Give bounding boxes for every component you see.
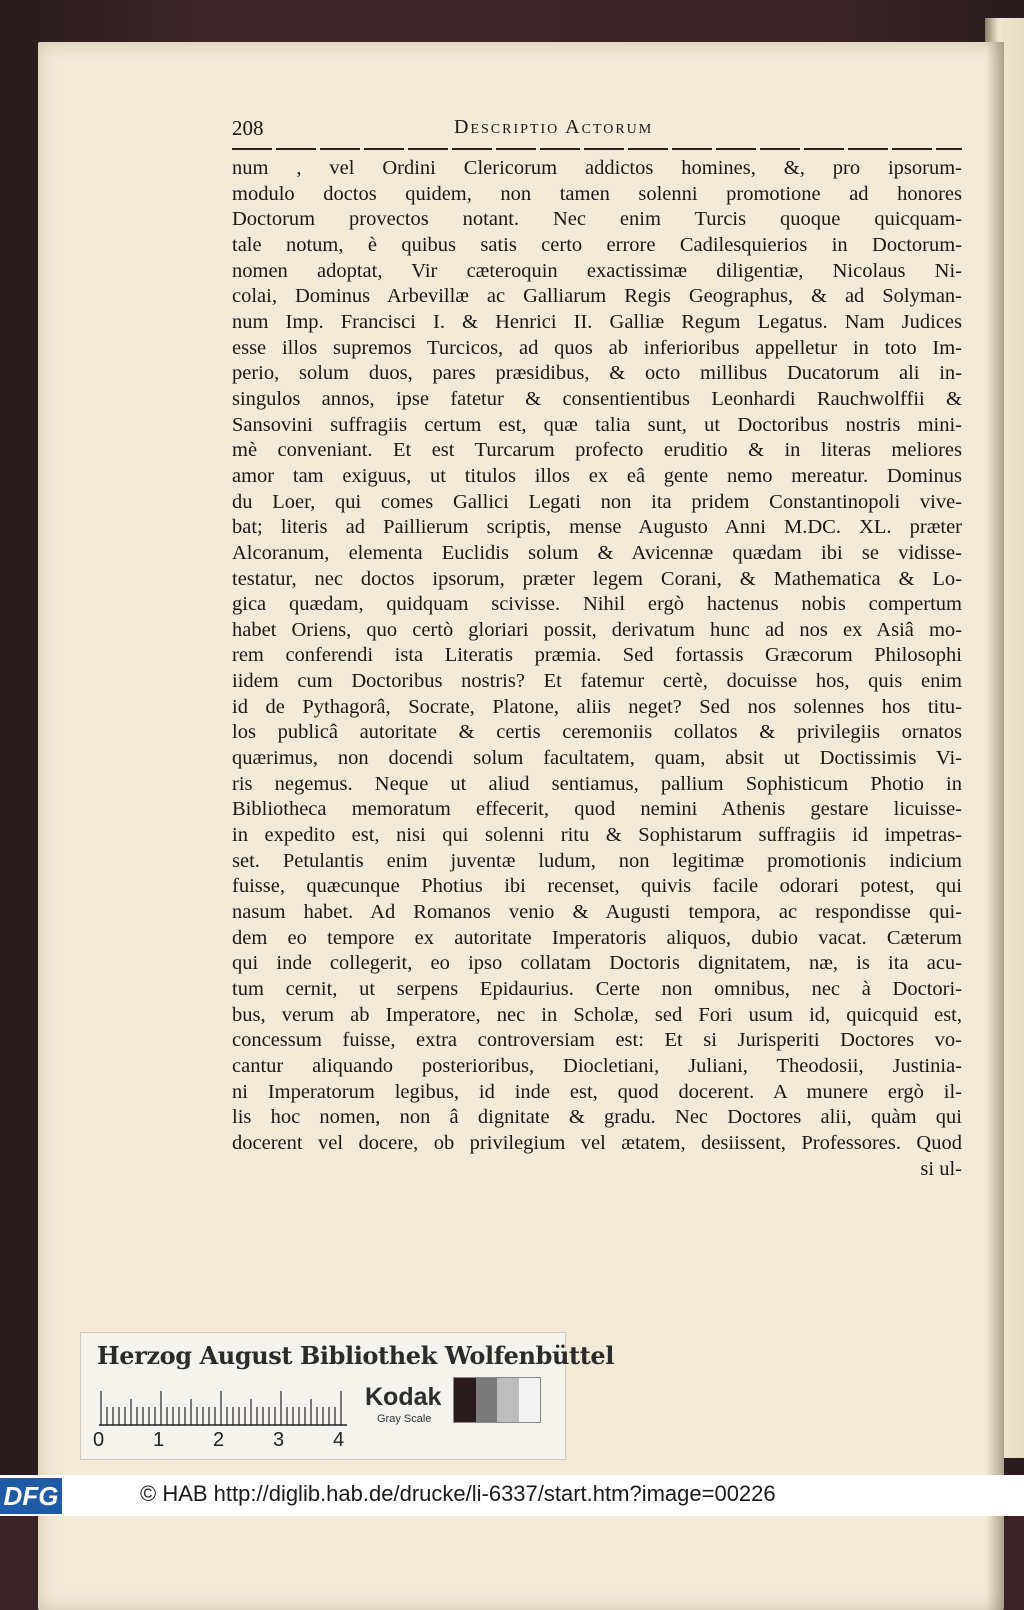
text-line: du Loer, qui comes Gallici Legati non ita pridem Constantinopoli vive- — [232, 490, 962, 513]
kodak-logo: Kodak — [365, 1383, 442, 1411]
text-line: iidem cum Doctoribus nostris? Et fatemur certè, docuisse hos, quis enim — [232, 670, 962, 693]
ruler-number: 1 — [153, 1429, 165, 1451]
text-line: qui inde collegerit, eo ipso collatam Doctoris dignitatem, næ, is ita acu- — [232, 952, 962, 975]
text-line: nomen adoptat, Vir cæteroquin exactissimæ diligentiæ, Nicolaus Ni- — [232, 259, 962, 282]
ruler-number: 4 — [333, 1429, 345, 1451]
text-line: num , vel Ordini Clericorum addictos homines, &, pro ipsorum- — [232, 157, 962, 179]
text-line: lis hoc nomen, non â dignitate & gradu. Nec Doctores alii, quàm qui — [232, 1106, 962, 1129]
body-text — [232, 156, 962, 1182]
ruler-number: 0 — [93, 1429, 105, 1451]
text-line: ni Imperatorum legibus, id inde est, quod docerent. A munere ergò il- — [232, 1080, 962, 1103]
text-line: Sansovini suffragiis certum est, quæ talia sunt, ut Doctoribus nostris mini- — [232, 413, 962, 436]
text-line: mè conveniant. Et est Turcarum profecto eruditio & in literas meliores — [232, 439, 962, 462]
text-line: concessum fuisse, extra controversiam est: Et si Jurisperiti Doctores vo- — [232, 1029, 962, 1052]
text-line: perio, solum duos, pares præsidibus, & octo millibus Ducatorum ali in- — [232, 362, 962, 385]
gray-patch — [519, 1378, 541, 1422]
text-line: esse illos supremos Turcicos, ad quos ab inferioribus appelletur in toto Im- — [232, 336, 962, 359]
text-line: quærimus, non docendi solum facultatem, quam, absit ut Doctissimis Vi- — [232, 747, 962, 770]
dfg-logo: DFG — [0, 1478, 62, 1514]
text-line: ris negemus. Neque ut aliud sentiamus, pallium Sophisticum Photio in — [232, 772, 962, 795]
text-line: colai, Dominus Arbevillæ ac Galliarum Regis Geographus, & ad Solyman- — [232, 285, 962, 308]
text-line: modulo doctos quidem, non tamen solenni promotione ad honores — [232, 182, 962, 205]
text-line: docerent vel docere, ob privilegium vel ætatem, desiissent, Professores. Quod — [232, 1131, 962, 1154]
text-line: nasum habet. Ad Romanos venio & Augusti tempora, ac respondisse qui- — [232, 901, 962, 924]
text-line: Alcoranum, elementa Euclidis solum & Avicennæ quædam ibi se vidisse- — [232, 541, 962, 564]
text-line: rem conferendi ista Literatis præmia. Sed fortassis Græcorum Philosophi — [232, 644, 962, 667]
text-line: tale notum, è quibus satis certo errore Cadilesquierios in Doctorum- — [232, 233, 962, 256]
library-name: Herzog August Bibliothek Wolfenbüttel — [97, 1341, 614, 1370]
footer-bar — [0, 1475, 1024, 1516]
text-line: in expedito est, nisi qui solenni ritu & Sophistarum suffragiis id impetras- — [232, 824, 962, 847]
gray-patch — [497, 1378, 519, 1422]
library-label — [80, 1332, 614, 1460]
text-line: Bibliotheca memoratum effecerit, quod nemini Athenis gestare licuisse- — [232, 798, 962, 821]
text-line: gica quædam, quidquam scivisse. Nihil ergò hactenus nobis compertum — [232, 593, 962, 616]
text-line: testatur, nec doctos ipsorum, præter legem Corani, & Mathematica & Lo- — [232, 567, 962, 590]
footer-credit: © HAB http://diglib.hab.de/drucke/li-6337/start.htm?image=00226 — [140, 1481, 776, 1506]
page-number: 208 — [232, 116, 264, 140]
text-line: fuisse, quæcunque Photius ibi recenset, quivis facile odorari potest, qui — [232, 875, 962, 898]
text-line: Doctorum provectos notant. Nec enim Turcis quoque quicquam- — [232, 208, 962, 231]
gray-patch — [476, 1378, 498, 1422]
text-line: singulos annos, ipse fatetur & consentientibus Leonhardi Rauchwolffii & — [232, 387, 962, 410]
running-head-title: Descriptio Actorum — [454, 116, 654, 138]
running-head — [232, 116, 962, 142]
gray-patch — [454, 1378, 476, 1422]
text-line: dem eo tempore ex autoritate Imperatoris aliquos, dubio vacat. Cæterum — [232, 926, 962, 949]
text-line: tum cernit, ut serpens Epidaurius. Certe non omnibus, nec à Doctori- — [232, 978, 962, 1000]
ruler-scale — [99, 1389, 347, 1429]
ruler-number: 3 — [273, 1429, 285, 1451]
kodak-gray-scale-label: Gray Scale — [377, 1413, 432, 1425]
text-line: bat; literis ad Paillierum scriptis, mense Augusto Anni M.DC. XL. præter — [232, 516, 962, 539]
ruler-number: 2 — [213, 1429, 225, 1451]
running-head-rule — [232, 148, 962, 150]
text-line: amor tam exiguus, ut titulos illos ex eâ gente nemo mereatur. Dominus — [232, 464, 962, 487]
text-line: set. Petulantis enim juventæ ludum, non legitimæ promotionis indicium — [232, 849, 962, 872]
gray-scale-patches — [453, 1377, 541, 1423]
catchword: si ul- — [920, 1157, 962, 1180]
text-line: id de Pythagorâ, Socrate, Platone, aliis neget? Sed nos solennes hos titu- — [232, 695, 962, 718]
ruler-numbers — [93, 1429, 353, 1453]
text-line: num Imp. Francisci I. & Henrici II. Galliæ Regum Legatus. Nam Judices — [232, 310, 962, 333]
text-line: cantur aliquando posterioribus, Diocletiani, Juliani, Theodosii, Justinia- — [232, 1054, 962, 1077]
text-line: habet Oriens, quo certò gloriari possit, derivatum hunc ad nos ex Asiâ mo- — [232, 618, 962, 641]
text-line: los publicâ autoritate & certis ceremoniis collatos & privilegiis ornatos — [232, 721, 962, 744]
text-line: bus, verum ab Imperatore, nec in Scholæ, sed Fori usum id, quicquid est, — [232, 1003, 962, 1026]
